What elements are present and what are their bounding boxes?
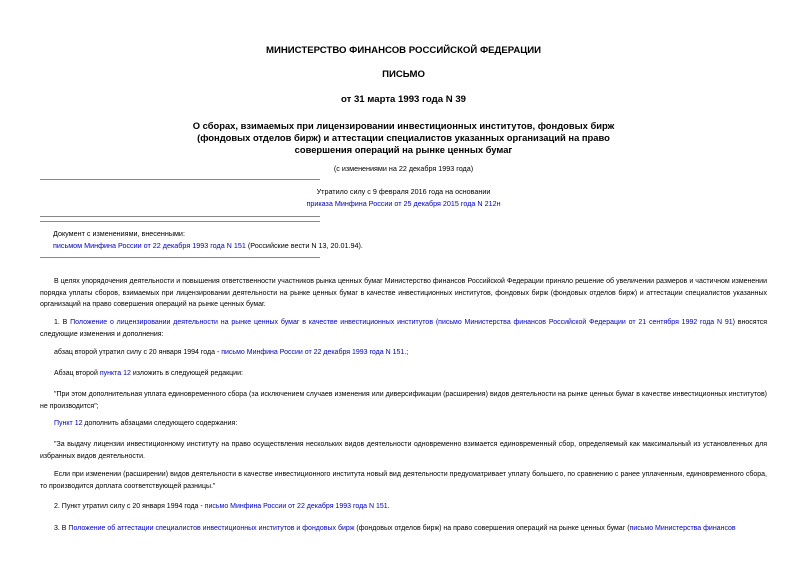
regulation-link[interactable]: Положение об аттестации специалистов инвестиционных институтов и фондовых бирж [68,525,355,532]
letter-link[interactable]: письмо Минфина России от 22 декабря 1993 года N 151 [204,503,388,510]
document-title [40,120,767,156]
text: изложить в следующей редакции: [130,370,243,377]
divider [40,257,320,258]
text: 3. В [54,525,69,532]
amendments-line [53,240,363,252]
text: 2. Пункт утратил силу с 20 января 1994 года - [54,503,205,510]
cancellation-link[interactable]: приказа Минфина России от 25 декабря 2015 года N 212н [306,199,501,208]
paragraph-item-2 [40,501,767,513]
title-line-2: (фондовых отделов бирж) и аттестации специалистов указанных организаций на право [197,132,610,143]
document-type: ПИСЬМО [382,69,425,80]
cancellation-note [240,186,567,210]
text: Абзац второй [54,370,100,377]
paragraph-intro: В целях упорядочения деятельности и повышения ответственности участников рынка ценных бумаг Министерство финансов Российской Федерации приняло решение об увеличении размеров и частичном изменении порядка уплаты сборов, взимаемых при лицензировании деятельности на рынке ценных бумаг в качестве инвестиционных институтов, фондовых бирж (фондовых отделов бирж) и аттестации специалистов указанных организаций на право совершения операций на рынке ценных бумаг. [40,278,767,308]
divider [40,179,320,180]
amendments-tail: (Российские вести N 13, 20.01.94). [245,240,363,250]
text: 1. В [54,319,71,326]
text: . [387,503,390,510]
divider [40,216,320,217]
text: ) вносятся следующие изменения и дополнения: [40,319,767,338]
document-date: от 31 марта 1993 года N 39 [340,94,467,105]
changes-note: (с изменениями на 22 декабря 1993 года) [333,164,474,173]
amendments-intro: Документ с изменениями, внесенными: [53,229,185,238]
paragraph-quote-2: "За выдачу лицензии инвестиционному институту на право осуществления нескольких видов деятельности одновременно взимается единовременный сбор, определяемый как максимальный из установленных для избранных видов деятельности. [40,441,767,460]
ministry-heading: МИНИСТЕРСТВО ФИНАНСОВ РОССИЙСКОЙ ФЕДЕРАЦИИ [265,45,542,56]
amendments-link[interactable]: письмом Минфина России от 22 декабря 1993 года N 151 [53,240,246,250]
amendments-block [53,228,363,251]
text: (фондовых отделов бирж) на право совершения операций на рынке ценных бумаг ( [354,525,630,532]
paragraph-abzac [40,347,767,359]
paragraph-point-12 [40,418,767,430]
letter-link[interactable]: письмо Минфина России от 22 декабря 1993 года N 151 [221,349,405,356]
paragraph-abzac-2 [40,368,767,380]
paragraph-quote: "При этом дополнительная уплата единовременного сбора (за исключением случаев изменения или диверсификации (расширения) видов деятельности на рынке ценных бумаг в качестве инвестиционных институтов) не производится"; [40,391,767,410]
cancellation-text: Утратило силу с 9 февраля 2016 года на основании [316,187,491,196]
text: дополнить абзацами следующего содержания: [82,420,238,427]
letter-link[interactable]: письмо Министерства финансов [629,525,736,532]
text: абзац второй утратил силу с 20 января 1994 года - [54,349,222,356]
divider [40,221,320,222]
title-line-1: О сборах, взимаемых при лицензировании инвестиционных институтов, фондовых бирж [192,120,615,131]
paragraph-item-3 [40,523,767,535]
paragraph-item-1 [40,317,767,340]
text: .; [404,349,409,356]
title-line-3: совершения операций на рынке ценных бумаг [294,144,513,155]
paragraph-quote-3: Если при изменении (расширении) видов деятельности в качестве инвестиционного института новый вид деятельности предусматривает уплату большего, по сравнению с ранее уплаченным, единовременного сбора, то производится доплата соответствующей разницы." [40,471,767,490]
point-link[interactable]: пункта 12 [99,370,131,377]
regulation-link[interactable]: Положение о лицензировании деятельности на рынке ценных бумаг в качестве инвестиционных институтов (письмо Министерства финансов Российской Федерации от 21 сентября 1992 года N 91 [70,319,733,326]
point-link[interactable]: Пункт 12 [54,420,83,427]
